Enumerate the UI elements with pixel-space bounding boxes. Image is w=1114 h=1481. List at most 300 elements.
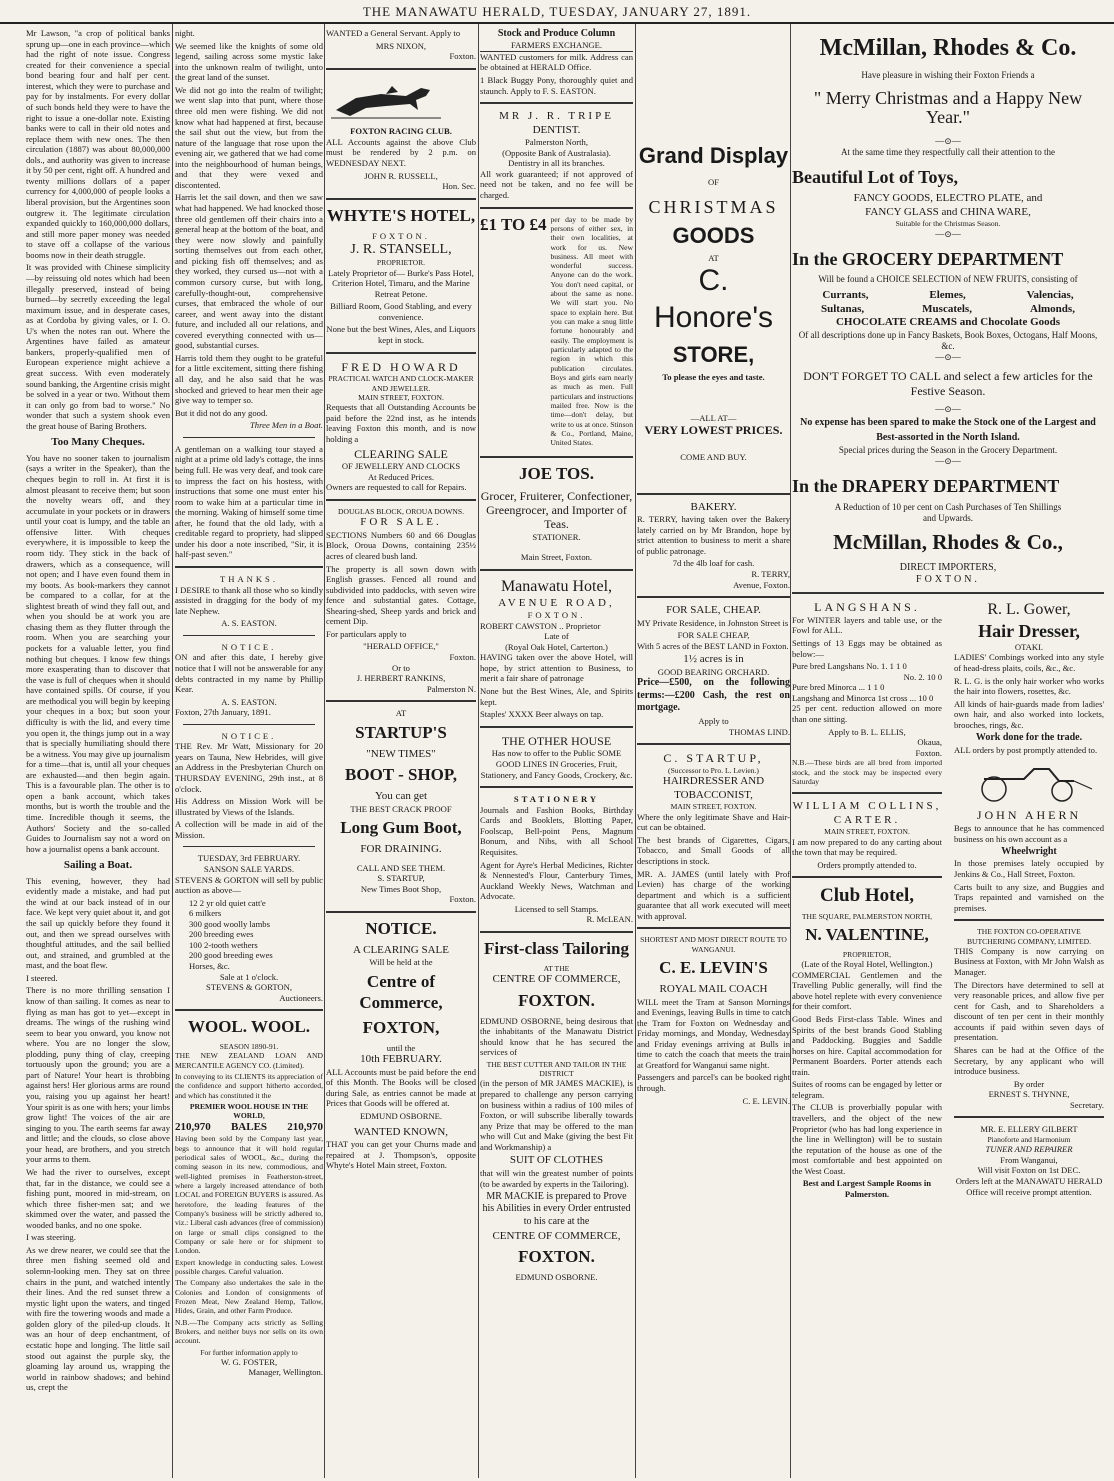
ad-text: Having been sold by the Company last year, begs to announce that it will hold regular periodical sales of WOOL, &c., during the coming season in its new, commodious, and well-lighted premises in Featherston-street, where a largely increased attendance of both LOCAL and FOREIGN BUYERS is assured. As heretofore, the leading features of the Company's business will be strictly adhered to, viz.: Liberal cash advances (free of commission) on large or small clips consigned to the Company or sale here or for shipment to London. <box>175 1134 323 1256</box>
ad-town: FOXTON. <box>372 230 430 241</box>
ad-proprietor: J. R. STANSELL, <box>350 242 452 258</box>
ad-text: ON and after this date, I hereby give notice that I will not be answerable for any debts contracted in my name by Phillip Kear. <box>175 652 323 695</box>
article-paragraph: Mr Lawson, "a crop of political banks sprung up—one in each province—which had the right of note issue. Congress created for their convenience a special bond bearing four and half per cent. interest, which they were to purchase and pay for by instalments. For every dollar of such bonds held they were to have the right to issue a one-dollar note. Existing banks were to call in their old notes and replace them with new ones. The then circulation (1887) was about 80,000,000 dols., and authority was given to increase it by 50 per cent, right off. A hundred and twenty millions dollars of a paper currency for 4,000,000 of people looks a liberal provision, but the Argentines soon outgrew it. The legitimate circulation expanded quickly to 160,000,000 dollars, and still more paper money was needed to stave off a collapse of the various booms now in their death struggle. <box>26 28 170 260</box>
divider <box>637 596 790 598</box>
divider <box>480 102 633 104</box>
ad-signature: A. S. EASTON. <box>221 696 277 707</box>
ad-text: Wheelwright <box>1001 846 1057 858</box>
ad-heading: CHRISTMAS <box>648 196 779 217</box>
divider <box>792 876 942 878</box>
ad-text: Have pleasure in wishing their Foxton Friends a <box>861 69 1035 80</box>
list-item: Horses, &c. <box>189 961 230 971</box>
ad-heading: Centre of Commerce, <box>359 971 443 1012</box>
ad-heading: AVENUE ROAD, <box>498 596 615 609</box>
ad-text: Of all descriptions done up in Fancy Baskets, Book Boxes, Octogans, Half Moons, &c. <box>798 329 1098 351</box>
ad-heading: CENTRE OF COMMERCE, <box>492 973 621 986</box>
article-heading: Too Many Cheques. <box>51 436 145 449</box>
ad-heading: C. Honore's <box>653 264 774 335</box>
ad-heading: £1 TO £4 <box>480 214 547 234</box>
ad-heading: R. L. Gower, <box>987 601 1071 619</box>
ad-text: Staples' XXXX Beer always on tap. <box>480 709 604 720</box>
ad-text: OF JEWELLERY AND CLOCKS <box>341 461 461 472</box>
ad-signature: R. McLEAN. <box>586 914 633 925</box>
ad-text: THIS Company is now carrying on Business at Foxton, with Mr John Walsh as Manager. <box>954 945 1104 978</box>
ad-text: "HERALD OFFICE," <box>363 641 439 652</box>
ad-text: COME AND BUY. <box>680 452 747 463</box>
ad-text: Apply to B. L. ELLIS, <box>828 726 906 737</box>
ad-heading: Hair Dresser, <box>978 620 1080 641</box>
ad-text: Will be found a CHOICE SELECTION of NEW FRUITS, consisting of <box>818 273 1078 284</box>
ad-heading: C. STARTUP, <box>663 751 764 766</box>
divider <box>326 352 476 354</box>
ad-text: WANTED customers for milk. Address can be obtained at HERALD Office. <box>480 51 633 73</box>
ad-text: Where the only legitimate Shave and Hair-cut can be obtained. <box>637 811 790 833</box>
ad-text: 1½ acres is in <box>683 653 744 666</box>
ad-text: CHOCOLATE CREAMS and Chocolate Goods <box>835 316 1061 329</box>
ad-text: FOR DRAINING. <box>360 843 442 856</box>
ad-text: In those premises lately occupied by Jenkins & Co., Hall Street, Foxton. <box>954 858 1104 880</box>
ornament-icon: —⊙— <box>935 404 961 415</box>
ad-text: DIRECT IMPORTERS, <box>899 561 997 573</box>
ad-text: EDMUND OSBORNE, being desirous that the inhabitants of the Manawatu District should know that he has secured the services of <box>480 1015 633 1058</box>
ad-text: PROPRIETOR, <box>842 949 892 959</box>
ad-heading: FOR SALE, CHEAP. <box>666 604 761 617</box>
ad-heading: CLEARING SALE <box>354 446 448 461</box>
ad-text: No expense has been spared to make the Stock one of the Largest and Best-assorted in the North Island. <box>800 417 1096 444</box>
section-heading: FARMERS EXCHANGE. <box>480 40 633 52</box>
ad-text: Licensed to sell Stamps. <box>514 903 599 914</box>
ad-signature: Manager, Wellington. <box>248 1367 323 1378</box>
ad-text: All kinds of hair-guards made from ladies' own hair, and also worked into lockets, brooches, rings, &c. <box>954 698 1104 730</box>
list-item: 200 breeding ewes <box>189 929 254 940</box>
ad-text: None but the best Wines, Ales, and Liquors kept in stock. <box>326 324 476 346</box>
ad-text: The best brands of Cigarettes, Cigars, Tobacco, and Small Goods of all descriptions in stock. <box>637 834 790 867</box>
ad-signature: EDMUND OSBORNE. <box>515 1272 598 1283</box>
divider <box>326 499 476 501</box>
racehorse-icon <box>326 80 446 120</box>
ad-heading: NOTICE. <box>221 641 277 652</box>
divider <box>183 437 315 438</box>
ad-text: AT THE <box>543 963 570 973</box>
ad-text: Palmerston North, <box>524 137 588 148</box>
ad-text: 10th FEBRUARY. <box>360 1053 442 1066</box>
ad-signature: A. S. EASTON. <box>221 618 277 629</box>
divider <box>792 592 1104 594</box>
article-paragraph: Harris told them they ought to be grateful for a little excitement, sitting there fishing all day, and he also said that he was shocked and grieved to hear men their age give way to temper so. <box>175 352 323 406</box>
ad-text: CALL AND SEE THEM. <box>356 862 446 873</box>
ad-text: TUNER AND REPAIRER <box>985 1144 1073 1155</box>
left-subcolumn <box>792 600 942 1199</box>
ad-text: MR MACKIE is prepared to Prove his Abilities in every Order entrusted to his care at the <box>482 1191 631 1227</box>
article-paragraph: Harris let the sail down, and then we saw what had happened. We had knocked those three old gentlemen off their chairs into a general heap at the bottom of the boat, and they were now slowly and painfully sorting themselves out from each other, and picking fish off themselves; and as they worked, they cursed us—not with a common cursory curse, but with long, carefully-thought-out, comprehensive curses, that embraced the whole of our career, and went away into the distant future, and included all our relations, and covered everything connected with us—good, substantial curses. <box>175 192 323 351</box>
ad-text: Expert knowledge in conducting sales. Lowest possible charges. Careful valuation. <box>175 1257 323 1276</box>
ad-text: MR. A. JAMES (until lately with Prof Levien) has charge of the working department and which is a sufficient guarantee that all work executed will meet with approval. <box>637 868 790 921</box>
ad-text: Work done for the trade. <box>975 732 1083 744</box>
ad-text: CENTRE OF COMMERCE, <box>492 1229 621 1242</box>
ad-heading: FOXTON. <box>518 990 595 1010</box>
divider <box>326 911 476 913</box>
ad-signature: THOMAS LIND. <box>728 726 790 737</box>
ad-text: ALL orders by post promptly attended to. <box>954 744 1098 755</box>
ad-text: N.B.—The Company acts strictly as Selling Brokers, and neither buys nor sells on its own account. <box>175 1317 323 1346</box>
ad-text: WANTED a General Servant. Apply to <box>326 28 461 38</box>
column-rule <box>478 24 479 1478</box>
ad-text: STEVENS & GORTON will sell by public auction as above— <box>175 874 323 896</box>
ad-text: (Opposite Bank of Australasia). <box>502 147 611 158</box>
ad-text: 25 per cent. reduction allowed on more than one sitting. <box>792 703 942 724</box>
ad-heading: THE FOXTON CO-OPERATIVE BUTCHERING COMPANY, LIMITED. <box>966 927 1092 946</box>
ad-heading: STARTUP'S <box>355 722 447 742</box>
ad-heading: THE OTHER HOUSE <box>501 733 612 748</box>
divider <box>480 786 633 788</box>
ad-signature: Avenue, Foxton. <box>733 579 790 590</box>
article-source: Three Men in a Boat. <box>250 420 323 431</box>
divider <box>480 726 633 728</box>
divider <box>792 792 942 794</box>
fruit-item: Currants, <box>822 289 869 302</box>
carriage-icon <box>964 759 1094 804</box>
article-paragraph: As we drew nearer, we could see that the three men fishing seemed old and solemn-looking men. They sat on three chairs in the punt, and watched intently their lines. And the red sunset threw a mystic light upon the waters, and tinged with fire the towering woods and made a golden glory of the piled-up clouds. It was an hour of deep enchantment, of ecstatic hope and longing. The little sail stood out against the purple sky, the gloaming lay around us, wrapping the world in rainbow shadows; and behind us, crept the <box>26 1244 170 1393</box>
column-3 <box>326 28 476 1474</box>
ad-text: (Late of the Royal Hotel, Wellington.) <box>801 959 933 970</box>
divider <box>183 635 315 636</box>
ad-text: until the <box>386 1042 416 1053</box>
ad-text: The property is all sown down with English grasses. Fenced all round and subdivided into paddocks, with seven wire fence and substantial gates. Cottage, Shearing-shed, Sheep yards and brick and cement Dip. <box>326 563 476 627</box>
ad-text: R. L. G. is the only hair worker who works the hair into flowers, rosettes, &c. <box>954 675 1104 697</box>
ad-heading: BOOT - SHOP, <box>345 765 457 785</box>
ad-text: Settings of 13 Eggs may be obtained as below:— <box>792 638 942 659</box>
ad-text: Main Street, Foxton. <box>520 552 593 563</box>
ad-text: 1 Black Buggy Pony, thoroughly quiet and staunch. Apply to F. S. EASTON. <box>480 74 633 96</box>
ad-text: Okaua, <box>917 737 942 748</box>
ad-text: Shares can be had at the Office of the Secretary, by any applicant who will introduce business. <box>954 1044 1104 1077</box>
article-paragraph: We seemed like the knights of some old legend, sailing across some mystic lake into the unknown realm of twilight, unto the great land of the sunset. <box>175 40 323 83</box>
ad-text: Dentistry in all its branches. <box>508 158 605 169</box>
ad-heading: " Merry Christmas and a Happy New Year." <box>813 87 1083 128</box>
ad-text: STATIONER. <box>532 531 581 542</box>
ad-text: THE Rev. Mr Watt, Missionary for 20 years on Tauna, New Hebrides, will give an Address in the Presbyterian Church on THURSDAY EVENING, 29th inst., at 8 o'clock. <box>175 741 323 794</box>
divider <box>637 927 790 929</box>
ad-text: "NEW TIMES" <box>366 747 436 760</box>
ad-text: Passengers and parcel's can be booked right through. <box>637 1072 790 1093</box>
ad-signature: C. E. LEVIN. <box>742 1095 790 1106</box>
ad-signature: MRS NIXON, <box>375 40 427 51</box>
column-rule <box>172 24 173 1478</box>
ad-text: MAIN STREET, FOXTON. <box>670 802 757 812</box>
ad-text: PRACTICAL WATCH AND CLOCK-MAKER AND JEWELLER. <box>328 374 474 393</box>
ad-text: ALL Accounts must be paid before the end of this Month. The Books will be closed during Sale, as entries cannot be made at Prices that Goods will be offered at. <box>326 1066 476 1109</box>
ad-heading: WANTED KNOWN, <box>353 1125 449 1138</box>
ad-heading: CARTER. <box>833 813 901 826</box>
ad-heading: FOXTON RACING CLUB. <box>350 126 452 137</box>
ad-town: FOXTON. <box>527 610 586 621</box>
ad-signature: JOHN R. RUSSELL, <box>364 170 438 181</box>
ad-town: OTAKI. <box>1014 641 1044 652</box>
ad-text: MY Private Residence, in Johnston Street is <box>637 617 789 628</box>
ad-heading: THANKS. <box>219 574 278 584</box>
ad-text: You can get <box>374 790 428 803</box>
ad-text: THE BEST CUTTER AND TAILOR IN THE DISTRICT <box>486 1059 627 1079</box>
ad-text: I DESIRE to thank all those who so kindly assisted in dragging for the body of my late Nephew. <box>175 584 323 616</box>
fruits-row <box>792 289 1104 303</box>
ad-text: A Reduction of 10 per cent on Cash Purchases of Ten Shillings and Upwards. <box>834 501 1062 523</box>
ad-signature: R. TERRY, <box>751 568 790 579</box>
price-row: No. 2. 10 0 <box>903 671 942 682</box>
ad-text: Will be held at the <box>369 957 433 968</box>
ad-heading: In the GROCERY DEPARTMENT <box>792 248 1064 269</box>
ad-signature: Foxton. <box>449 894 476 905</box>
sale-items <box>175 898 323 972</box>
ad-heading: SHORTEST AND MOST DIRECT ROUTE TO WANGANUI. <box>640 935 787 954</box>
ad-heading: MR. E. ELLERY GILBERT <box>980 1124 1078 1135</box>
ad-signature: STEVENS & GORTON, <box>206 982 292 993</box>
ad-text: Apply to <box>698 716 729 727</box>
ad-text: Suites of rooms can be engaged by letter or telegram. <box>792 1079 942 1100</box>
article-heading: Sailing a Boat. <box>63 859 133 872</box>
ad-text: 7d the 4lb loaf for cash. <box>672 558 755 569</box>
column-1 <box>26 28 170 1474</box>
ad-text: Pianoforte and Harmonium <box>987 1134 1071 1144</box>
fruits-row <box>792 303 1104 317</box>
divider <box>954 1116 1104 1118</box>
ad-signature: J. HERBERT RANKINS, <box>356 673 446 684</box>
ad-heading: ROYAL MAIL COACH <box>659 982 768 995</box>
divider <box>326 68 476 70</box>
ad-text: THE SQUARE, PALMERSTON NORTH, <box>801 911 933 921</box>
ornament-icon: —⊙— <box>935 456 961 467</box>
ad-heading: McMillan, Rhodes & Co., <box>833 529 1063 554</box>
list-item: 200 good breeding ewes <box>189 950 273 961</box>
ad-text: From Wanganui, <box>1000 1154 1058 1165</box>
ornament-icon: —⊙— <box>935 228 961 239</box>
ad-text: Price—£500, on the following terms:—£200 Cash, the rest on mortgage. <box>637 677 790 713</box>
ad-text: Orders promptly attended to. <box>817 859 917 870</box>
ad-signature: New Times Boot Shop, <box>360 883 442 894</box>
article-paragraph: A gentleman on a walking tour stayed a night at a prime old lady's cottage, the inns being full. He was very deaf, and took care to impress the fact on his hostess, with instructions that some one must enter his room to wake him at a particular time in the morning. Waking of himself some time after, he found that the old lady, with a creditable regard to propriety, had slipped under his door a note inscribed, "Sir, it is half-past seven." <box>175 443 323 560</box>
ad-heading: HAIRDRESSER AND TOBACCONIST, <box>662 775 765 801</box>
divider <box>954 919 1104 921</box>
ad-text: MAIN STREET, FOXTON. <box>358 392 444 402</box>
fruit-item: Elemes, <box>929 289 966 302</box>
ad-text: OF <box>708 177 719 188</box>
ad-text: Has now to offer to the Public SOME GOOD LINES IN Groceries, Fruit, Stationery, and Fancy Goods, Crockery, &c. <box>480 748 633 780</box>
ad-heading: LANGSHANS. <box>814 600 920 615</box>
ad-text: THE NEW ZEALAND LOAN AND MERCANTILE AGENCY CO. (Limited). <box>175 1051 323 1070</box>
ad-text: (Successor to Pro. L. Levien.) <box>668 766 759 776</box>
ad-text: Journals and Fashion Books, Birthday Cards and Booklets, Blotting Paper, Foolscap, Bell-point Pens, Magnum Bonum, and Nibs, with all School Requisites. <box>480 804 633 857</box>
ad-text: FANCY GOODS, ELECTRO PLATE, and <box>853 192 1043 205</box>
ad-heading: JOHN AHERN <box>976 808 1082 823</box>
ad-text: Foxton. <box>915 747 942 758</box>
ad-text: At Reduced Prices. <box>367 471 435 482</box>
ad-signature: Palmerston N. <box>426 683 476 694</box>
ad-heading: In the DRAPERY DEPARTMENT <box>792 476 1060 497</box>
ad-text: For further information apply to <box>200 1347 298 1357</box>
ad-text: A collection will be made in aid of the Mission. <box>175 819 323 840</box>
ad-text: N.B.—These birds are all bred from imported stock, and the stock may be inspected every Saturday <box>792 758 942 786</box>
article-paragraph: I was steering. <box>26 1232 76 1243</box>
section-heading: Stock and Produce Column <box>497 28 616 39</box>
list-item: 12 2 yr old quiet catt'e <box>189 897 266 908</box>
ad-text: With 5 acres of the BEST LAND in Foxton. <box>637 640 789 651</box>
divider <box>326 198 476 200</box>
ad-signature: EDMUND OSBORNE. <box>359 1110 443 1121</box>
ad-heading: FOR SALE. <box>360 516 442 529</box>
divider <box>637 743 790 745</box>
ad-text: Suitable for the Christmas Season. <box>895 219 1001 229</box>
ad-heading: JOE TOS. <box>519 463 594 483</box>
ad-text: MAIN STREET, FOXTON. <box>824 827 910 837</box>
divider <box>480 207 633 209</box>
column-rule <box>790 24 791 1478</box>
ad-signature: W. G. FOSTER, <box>220 1356 278 1367</box>
price-row: Pure bred Langshans No. 1. 1 1 0 <box>792 661 907 672</box>
ad-heading: Long Gum Boot, <box>340 818 462 838</box>
ad-heading: WOOL. WOOL. <box>187 1017 310 1037</box>
ad-text: Grocer, Fruiterer, Confectioner, Greengrocer, and Importer of Teas. <box>480 488 633 532</box>
fruit-item: Sultanas, <box>821 302 865 315</box>
ad-text: All work guaranteed; if not approved of need not be taken, and no fee will be charged. <box>480 168 633 200</box>
spacer <box>637 28 790 138</box>
ad-text: DON'T FORGET TO CALL and select a few articles for the Festive Season. <box>803 368 1093 398</box>
fruit-item: Muscatels, <box>922 302 972 315</box>
ad-signature: Hon. Sec. <box>442 181 476 192</box>
ad-text: At the same time they respectfully call their attention to the <box>841 147 1055 158</box>
masthead: THE MANAWATU HERALD, TUESDAY, JANUARY 27, 1891. <box>0 4 1114 24</box>
divider <box>175 1009 323 1011</box>
ad-text: A CLEARING SALE <box>353 943 449 956</box>
ad-text: Billiard Room, Good Stabling, and every convenience. <box>330 301 472 322</box>
ad-text: LADIES' Combings worked into any style of head-dress plaits, coils, &c., &c. <box>954 652 1104 674</box>
ad-heading: Grand Display <box>638 143 789 168</box>
ad-text: AT <box>395 708 407 719</box>
ad-signature: Secretary. <box>1069 1099 1104 1110</box>
ad-text: The CLUB is proverbially popular with travellers, and the object of the new Proprietor (who has had long experience in the line in Wellington) will be to sustain the reputation of the house as one of the most comfortable and best appointed on the West Coast. <box>792 1102 942 1176</box>
ad-text: FOXTON. <box>916 573 980 585</box>
article-paragraph: There is no more thrilling sensation I know of than sailing. It comes as near to flying as man has got to yet—except in dreams. The wings of the rushing wind seem to bear you onward, you know not where. You are no longer the slow, plodding, puny thing of clay, creeping tortuously upon the ground; you are a part of Nature! Your heart is throbbing against hers! Her glorious arms are round you, raising you up against her heart! Your spirit is as one with hers; your limbs grow light! The voices of the air are singing to you. The earth seems far away and little; and the clouds, so close above your head, are brothers, and you stretch your arms to them. <box>26 985 170 1165</box>
ad-heading: MR J. R. TRIPE <box>499 110 614 123</box>
ad-text: FANCY GLASS and CHINA WARE, <box>865 205 1031 218</box>
article-paragraph: It was provided with Chinese simplicity—by reissuing old notes which had been illegally preserved, instead of being burned—by secretly exceeding the legal maximum issue, and in desperate cases, as at Cordoba by giving vales, or I. O. U's when the notes ran out. Where the Argentines have failed as amateur bankers, properly-qualified men of European experience might achieve a great success. With even moderately sound banking, the Argentine crisis might be solved in a year or two. Without them it can only go from bad to worse." No wonder that such a system shook even the great house of Baring Brothers. <box>26 262 170 431</box>
ad-text: The Directors have determined to sell at very reasonable prices, and allow five per cent for Cash, and to Shareholders a discount of ten per cent in their monthly accounts if paid within seven days of presentation. <box>954 979 1104 1043</box>
ad-text: For WINTER layers and table use, or the Fowl for ALL. <box>792 614 942 636</box>
sale-date: TUESDAY, 3rd FEBRUARY. <box>197 853 301 864</box>
ad-text: Best and Largest Sample Rooms in Palmerston. <box>802 1178 932 1199</box>
ad-text: (in the person of MR JAMES MACKIE), is prepared to challenge any person carrying on business within a radius of 100 miles of Foxton, or will subscribe liberally towards any Prize that may be offered to the man who will Cut and Make (giving the best Fit and Workmanship) a <box>480 1078 633 1152</box>
bales-label: BALES <box>230 1120 268 1133</box>
ad-heading: DENTIST. <box>532 123 581 136</box>
ad-text: Special prices during the Season in the Grocery Department. <box>838 445 1058 456</box>
ad-heading: BAKERY. <box>690 500 737 513</box>
ad-text: Owners are requested to call for Repairs. <box>326 482 467 493</box>
article-paragraph: But it did not do any good. <box>175 407 268 418</box>
ad-text: Late of <box>544 631 569 642</box>
ad-text: THE BEST CRACK PROOF <box>350 803 452 814</box>
column-rule <box>635 24 636 1478</box>
divider <box>480 456 633 458</box>
column-5 <box>637 28 790 1474</box>
ad-heading: WHYTE'S HOTEL, <box>326 205 476 225</box>
fruit-item: Valencias, <box>1026 289 1074 302</box>
ad-signature: S. STARTUP, <box>377 873 425 884</box>
ad-text: R. TERRY, having taken over the Bakery lately carried on by Mr Brandon, hope by strict attention to business to merit a share of public patronage. <box>637 514 790 556</box>
article-paragraph: I steered. <box>26 972 58 983</box>
ad-heading: Manawatu Hotel, <box>500 577 613 595</box>
column-4 <box>480 28 633 1474</box>
divider <box>183 724 315 725</box>
ad-text: To please the eyes and taste. <box>662 372 765 383</box>
ad-heading: DOUGLAS BLOCK, OROUA DOWNS. <box>338 507 464 516</box>
ad-heading: Beautiful Lot of Toys, <box>792 167 959 188</box>
price-row: Langshang and Minorca 1st cross ... 10 0 <box>792 692 934 703</box>
divider <box>326 700 476 702</box>
ad-text: Will visit Foxton on 1st DEC. <box>977 1165 1081 1176</box>
ad-text: I am now prepared to do any carting about the town that may be required. <box>792 836 942 858</box>
ad-text: that will win the greatest number of points (to be awarded by experts in the Tailoring). <box>480 1167 633 1189</box>
ad-text: Requests that all Outstanding Accounts be paid before the 22nd inst, as he intends leaving Foxton this month, and is now holding a <box>326 402 476 444</box>
money-ad <box>480 215 633 450</box>
ad-text: Orders left at the MANAWATU HERALD Office will receive prompt attention. <box>955 1175 1103 1197</box>
ad-text: For particulars apply to <box>326 628 407 639</box>
ad-text: His Address on Mission Work will be illustrated by Views of the Islands. <box>175 796 323 817</box>
ad-text: GOOD BEARING ORCHARD. <box>657 666 770 677</box>
list-item: 6 milkers <box>189 908 222 919</box>
article-paragraph: night. <box>175 28 195 38</box>
column-6 <box>792 28 1104 1474</box>
article-paragraph: We had the river to ourselves, except that, far in the distance, we could see a fishing punt, moored in mid-stream, on which three fisher-men sat; and we skimmed over the water, and passed the wooded banks, and no one spoke. <box>26 1166 170 1230</box>
ad-text: Sale at 1 o'clock. <box>219 971 279 982</box>
ad-heading: NOTICE. <box>221 730 277 741</box>
price-row: Pure bred Minorca ... 1 1 0 <box>792 682 885 693</box>
ad-text: In conveying to its CLIENTS its appreciation of the confidence and support hitherto accorded, and which has constituted it the <box>175 1072 323 1100</box>
ad-text: per day to be made by persons of either sex, in their own localities, at work for us. New business. All meet with wonderful success. Anyone can do the work. You don't need capital, or about the same as none. We will start you. No space to explain here. But you can make a snug little fortune honourably and easily. The employment is particularly adapted to the region in which this publication circulates. Boys and girls earn nearly as much as men. Full particulars and instructions mailed free. Now is the time—don't delay, but write to us at once. Stinson & Co., Portland, Maine, United States. <box>550 214 633 448</box>
ad-signature: Auctioneers. <box>279 992 323 1003</box>
ad-text: COMMERCIAL Gentlemen and the Travelling Public generally, will find the above hotel replete with every convenience for their comfort. <box>792 969 942 1012</box>
ad-text: ALL Accounts against the above Club must be rendered by 2 p.m. on WEDNESDAY NEXT. <box>326 136 476 168</box>
ad-heading: STORE, <box>672 342 755 368</box>
column-rule <box>324 24 325 1478</box>
bales-count: 210,970 <box>175 1120 211 1133</box>
ad-heading: C. E. LEVIN'S <box>659 958 768 978</box>
ad-text: THAT you can get your Churns made and repaired at J. Thompson's, opposite Whyte's Hotel Main street, Foxton. <box>326 1139 476 1171</box>
ad-text: Lately Proprietor of— Burke's Pass Hotel, Criterion Hotel, Timaru, and the Marine Retreat Petone. <box>328 267 474 299</box>
bales-row <box>175 1121 323 1135</box>
ad-text: AT <box>708 252 719 263</box>
ad-heading: GOODS <box>672 222 755 248</box>
ad-text: Good Beds First-class Table. Wines and Spirits of the best brands Good Stabling and Paddocking. Buggies and Saddle horses on hire. Capital accommodation for Permanent Boarders. Porter attends each train. <box>792 1013 942 1077</box>
ad-text: HAVING taken over the above Hotel, will hope, by strict attention to Business, to merit a fair share of patronage <box>480 652 633 684</box>
ornament-icon: —⊙— <box>935 351 961 362</box>
ad-heading: First-class Tailoring <box>484 938 629 958</box>
ad-text: Carts built to any size, and Buggies and Traps repainted and varnished on the premises. <box>954 881 1104 913</box>
divider <box>183 846 315 847</box>
ad-heading: FOXTON, <box>362 1017 440 1037</box>
ad-text: The Company also undertakes the sale in the Colonies and London of consignments of Frozen Meat, New Zealand Hemp, Tallow, Hides, Grain, and other Farm Produce. <box>175 1278 323 1316</box>
ad-heading: N. VALENTINE, <box>805 924 929 944</box>
column-2 <box>175 28 323 1474</box>
ad-text: Or to <box>392 662 410 673</box>
ad-date: Foxton, 27th January, 1891. <box>175 707 271 718</box>
divider <box>175 566 323 568</box>
ad-text: None but the Best Wines, Ale, and Spirits kept. <box>480 686 633 707</box>
ad-text: FOR SALE CHEAP, <box>677 630 750 641</box>
ad-heading: STATIONERY <box>513 794 600 805</box>
article-paragraph: This evening, however, they had evidently made a mistake, and had put the wind at our back instead of in our face. We kept very quiet about it, and got the sail up quickly before they found it out, and then we spread ourselves with thoughtful attitudes, and the sail bellied out, and strained, and grumbled at the mast, and the boat flew. <box>26 875 170 971</box>
ad-text: SEASON 1890-91. <box>219 1042 279 1052</box>
ad-text: Begs to announce that he has commenced business on his own account as a <box>954 823 1104 844</box>
ad-text: (Royal Oak Hotel, Carterton.) <box>505 641 608 652</box>
ad-text: PROPRIETOR. <box>376 258 426 268</box>
